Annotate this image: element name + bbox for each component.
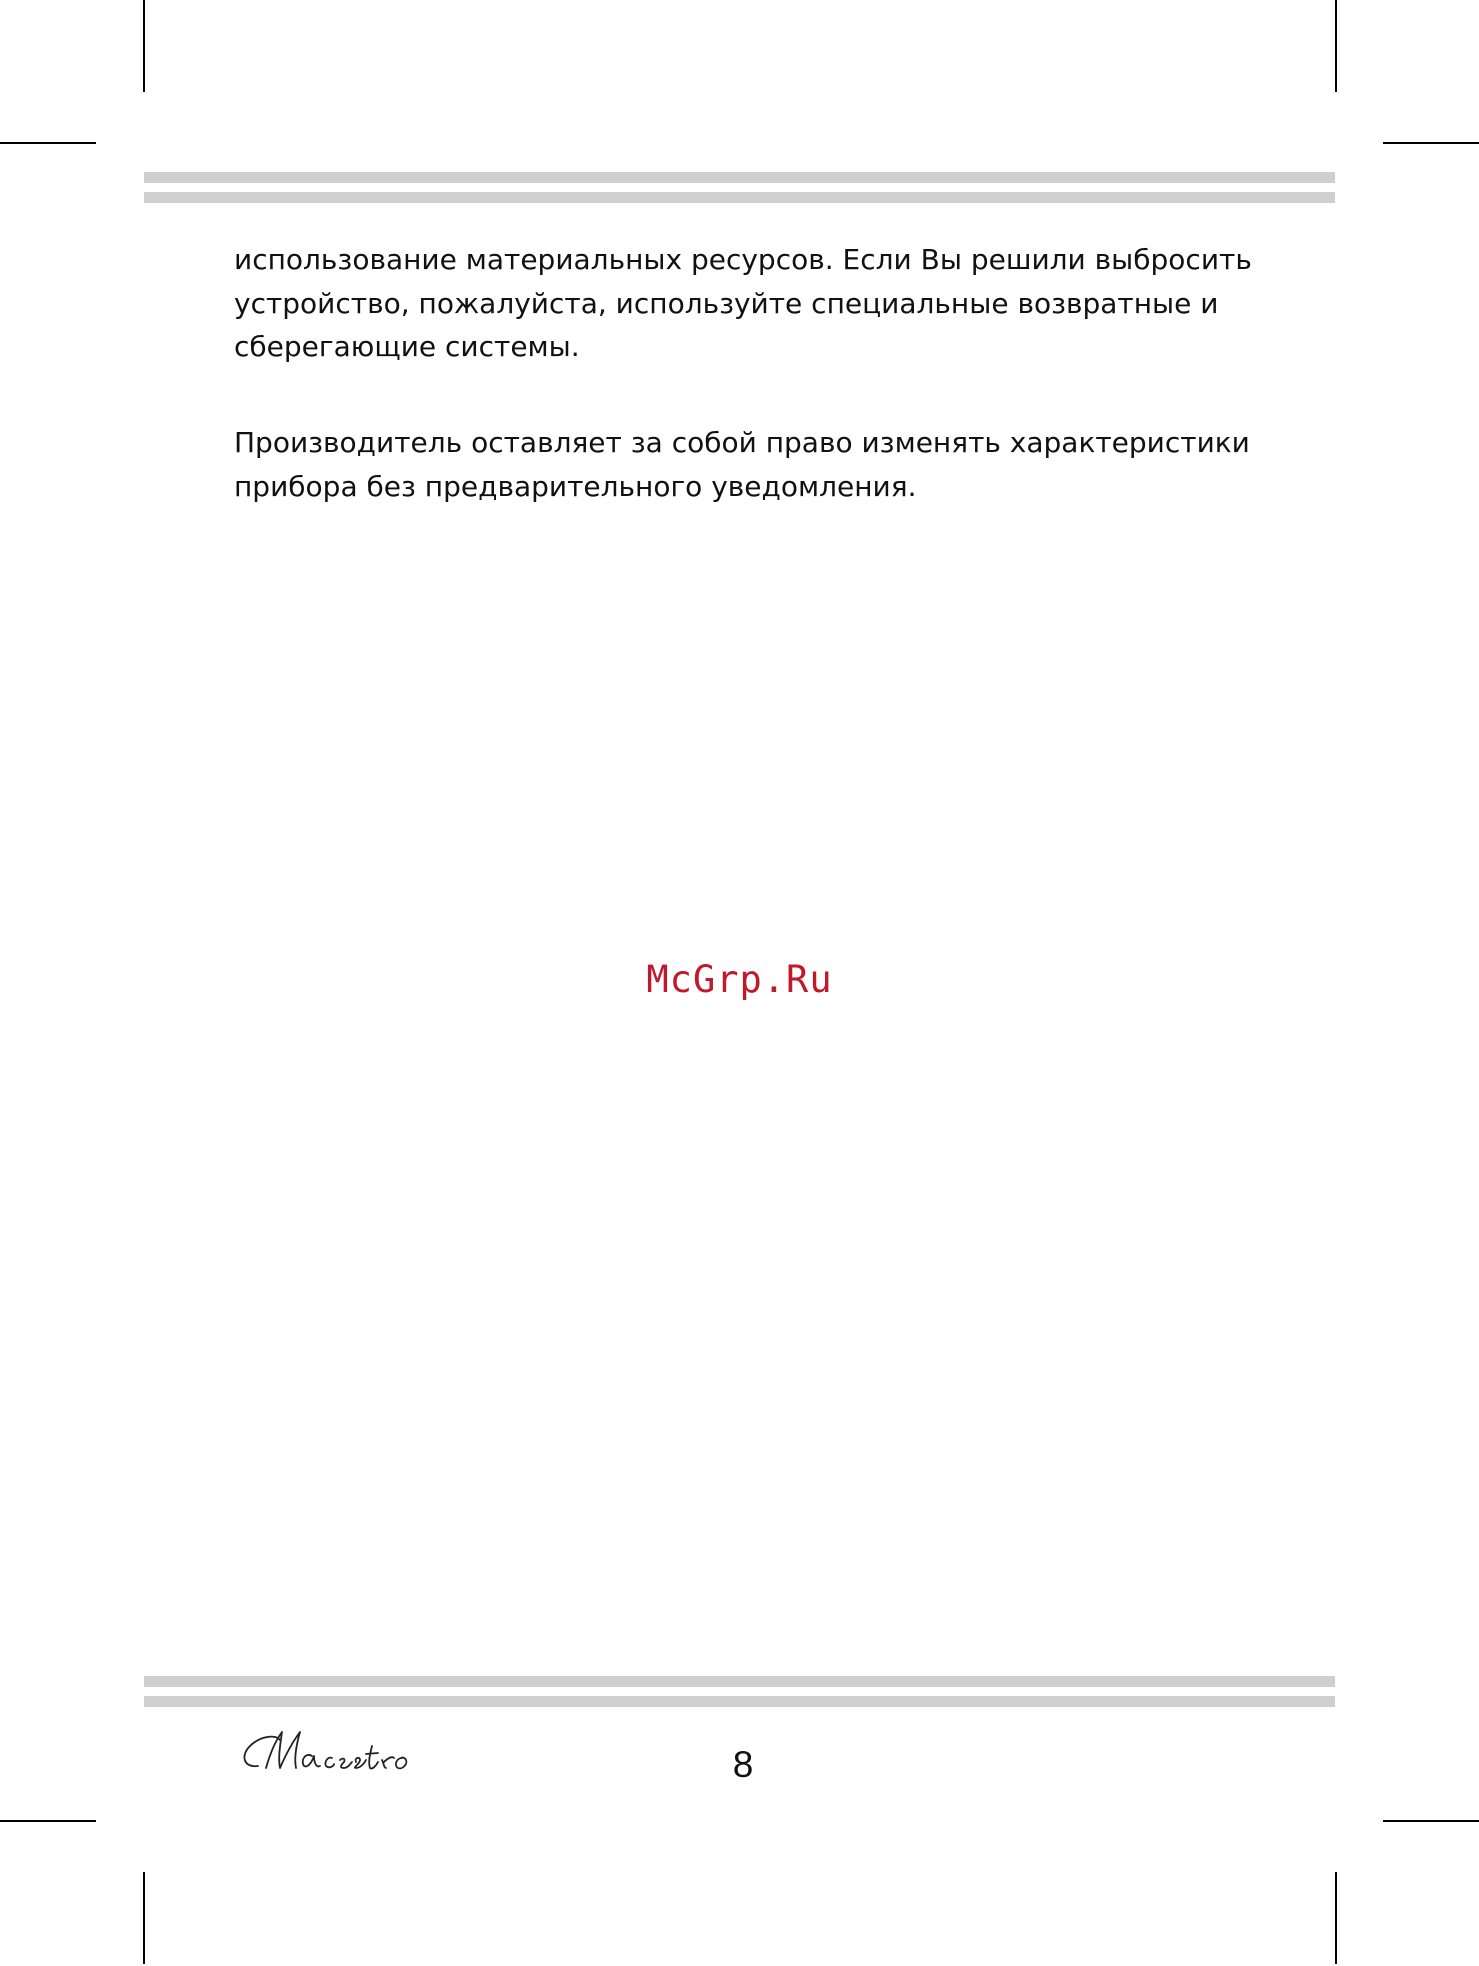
crop-mark-bottom-left-vertical: [143, 1872, 145, 1964]
watermark-text: McGrp.Ru: [646, 958, 833, 1001]
footer-rule-bottom: [144, 1696, 1335, 1707]
manufacturer-notice-paragraph: Производитель оставляет за собой право изменять характеристики прибора без предварительного уведомления.: [234, 426, 1250, 503]
maestro-logo: [236, 1718, 426, 1787]
crop-mark-top-right-horizontal: [1383, 142, 1479, 144]
crop-mark-top-left-vertical: [143, 0, 145, 92]
disposal-paragraph: использование материальных ресурсов. Если Вы решили выбросить устройство, пожалуйста, используйте специальные возвратные и сберегающие системы.: [234, 243, 1252, 363]
footer-rule-top: [144, 1676, 1335, 1687]
page-number: 8: [732, 1744, 754, 1785]
crop-mark-bottom-right-horizontal: [1383, 1820, 1479, 1822]
crop-mark-bottom-left-horizontal: [0, 1820, 96, 1822]
crop-mark-bottom-right-vertical: [1335, 1872, 1337, 1964]
crop-mark-top-left-horizontal: [0, 142, 96, 144]
crop-mark-top-right-vertical: [1335, 0, 1337, 92]
header-rule-top: [144, 172, 1335, 183]
header-rule-bottom: [144, 192, 1335, 203]
